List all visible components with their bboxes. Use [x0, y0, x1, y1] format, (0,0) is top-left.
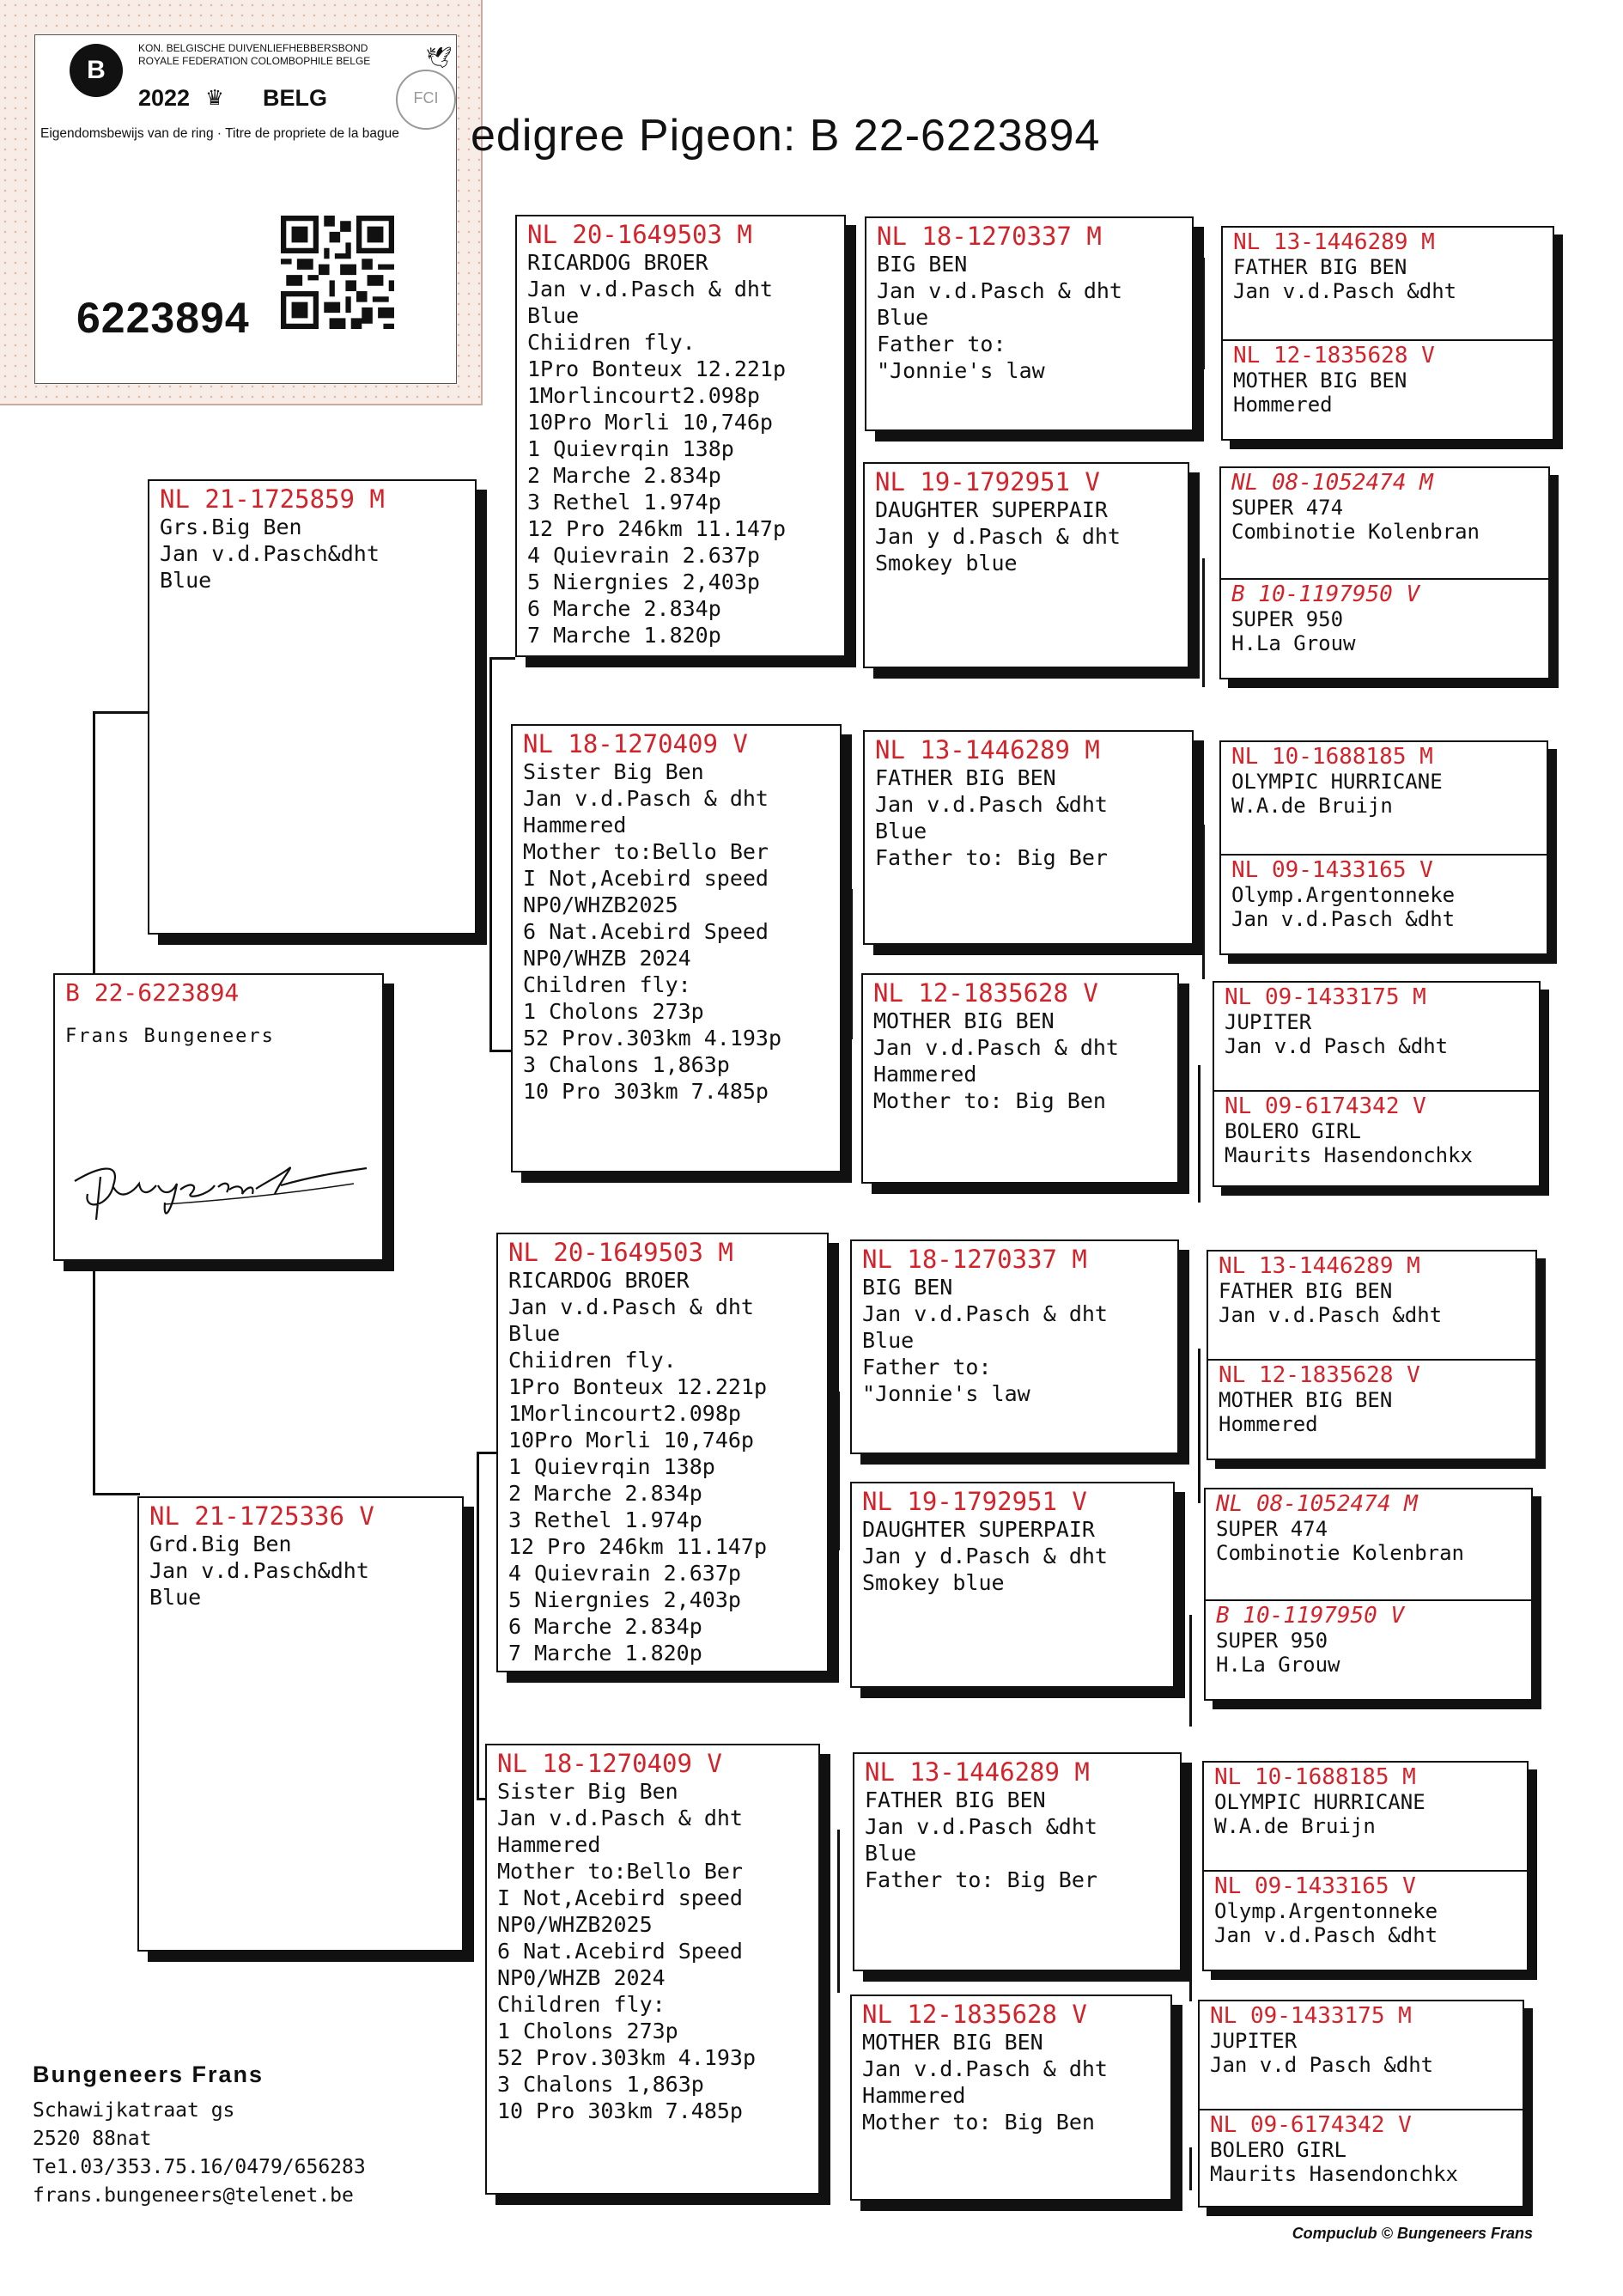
pedigree-line: JUPITER [1225, 1010, 1312, 1034]
ring-number: NL 12-1835628 V [1219, 1362, 1420, 1388]
pedigree-line: BIG BEN [862, 1275, 953, 1300]
connector-line [1198, 1349, 1201, 1503]
great-grandparents-card [1207, 1250, 1537, 1460]
pedigree-line: Jan y d.Pasch & dht [862, 1544, 1108, 1568]
great-grandparents-card [1221, 226, 1554, 441]
subject-ring: B 22-6223894 [65, 978, 240, 1007]
connector-line [850, 369, 853, 550]
address-street: Schawijkatraat gs [33, 2099, 235, 2122]
great-grandparents-card [1198, 2000, 1524, 2208]
pedigree-line: Hammered [523, 813, 627, 837]
daughter-superpair-card [863, 462, 1189, 668]
jupiter-entry [1214, 983, 1539, 1058]
pedigree-line: Father to: Big Ber [875, 845, 1108, 870]
pedigree-line: 10Pro Morli 10,746p [508, 1428, 754, 1453]
super-950-entry [1221, 578, 1548, 655]
super-474-entry [1206, 1489, 1531, 1565]
pedigree-line: Combinotie Kolenbran [1216, 1541, 1464, 1565]
connector-line [477, 1452, 479, 1800]
ring-number: NL 09-1433165 V [1231, 857, 1433, 883]
pedigree-line: FATHER BIG BEN [865, 1787, 1046, 1812]
ring-number: NL 13-1446289 M [1233, 229, 1435, 255]
pedigree-line: 1 Quievrqin 138p [527, 436, 734, 461]
super-950-entry [1206, 1599, 1531, 1677]
subject-pigeon-card [53, 973, 384, 1261]
pedigree-line: 6 Marche 2.834p [508, 1614, 702, 1639]
connector-line [93, 711, 95, 973]
ring-number: NL 12-1835628 V [1233, 343, 1435, 368]
pedigree-line: I Not,Acebird speed [523, 866, 769, 891]
pedigree-line: Children fly: [497, 1992, 666, 2017]
pedigree-line: DAUGHTER SUPERPAIR [875, 497, 1108, 522]
pedigree-line: Jan v.d.Pasch &dht [1233, 279, 1457, 303]
pedigree-line: 2 Marche 2.834p [508, 1481, 702, 1506]
ring-number: NL 18-1270409 V [497, 1749, 722, 1778]
sire-card [148, 479, 477, 935]
footer-credit: Compuclub © Bungeneers Frans [1292, 2225, 1533, 2242]
big-ben-lines [852, 1241, 1177, 1407]
pedigree-line: 6 Marche 2.834p [527, 596, 721, 621]
pedigree-line: BOLERO GIRL [1210, 2138, 1346, 2162]
ring-number: NL 10-1688185 M [1214, 1764, 1416, 1790]
ring-certificate [0, 0, 483, 405]
dam-card [137, 1496, 464, 1952]
pedigree-line: SUPER 474 [1231, 496, 1344, 520]
certificate-card [34, 34, 457, 384]
connector-line [1202, 558, 1205, 687]
ricardog-lines [498, 1234, 827, 1666]
certificate-year: 2022 [138, 85, 191, 111]
dam-color: Blue [149, 1585, 202, 1610]
ownership-label: Eigendomsbewijs van de ring · Titre de propriete de la bague [40, 126, 399, 141]
pedigree-line: Sister Big Ben [497, 1779, 678, 1804]
pedigree-line: Jan v.d.Pasch & dht [523, 786, 769, 811]
pedigree-line: Hammered [873, 1062, 977, 1087]
pedigree-line: 1 Quievrqin 138p [508, 1454, 715, 1479]
great-grandparents-card [1219, 466, 1550, 679]
pedigree-line: 3 Chalons 1,863p [523, 1052, 730, 1077]
pedigree-line: NP0/WHZB2025 [523, 892, 678, 917]
pedigree-line: MOTHER BIG BEN [1219, 1388, 1393, 1412]
pedigree-line: 7 Marche 1.820p [508, 1641, 702, 1666]
super-474-entry [1221, 468, 1548, 544]
olympic-hurricane-entry [1204, 1763, 1527, 1838]
dam-breeder: Jan v.d.Pasch&dht [149, 1558, 369, 1583]
father-big-ben-card [853, 1752, 1182, 1971]
daughter-superpair-card [850, 1482, 1175, 1688]
connector-line [837, 1392, 840, 1550]
pedigree-line: W.A.de Bruijn [1231, 794, 1393, 818]
pedigree-line: OLYMPIC HURRICANE [1231, 770, 1443, 794]
pedigree-line: MOTHER BIG BEN [873, 1008, 1055, 1033]
owner-signature [62, 1142, 371, 1228]
pedigree-line: 3 Rethel 1.974p [508, 1507, 702, 1532]
pedigree-line: Jan y d.Pasch & dht [875, 524, 1121, 549]
pedigree-line: 6 Nat.Acebird Speed [497, 1939, 743, 1964]
mother-big-ben-card [861, 973, 1179, 1184]
pedigree-line: 4 Quievrain 2.637p [527, 543, 760, 568]
owner-name: Bungeneers Frans [33, 2062, 264, 2087]
great-grandparents-card [1202, 1761, 1529, 1971]
ring-number: NL 13-1446289 M [1219, 1253, 1420, 1279]
pedigree-line: BIG BEN [877, 252, 968, 277]
pedigree-line: Father to: [862, 1355, 992, 1379]
pedigree-line: Hammered [497, 1832, 601, 1857]
crown-icon: ♛ [207, 82, 223, 112]
pedigree-line: Father to: [877, 332, 1006, 356]
pedigree-line: Blue [865, 1841, 917, 1866]
address-email: frans.bungeneers@telenet.be [33, 2184, 354, 2207]
big-ben-card [865, 216, 1194, 431]
qr-code [281, 216, 394, 329]
ring-number: NL 08-1052474 M [1231, 470, 1433, 496]
pedigree-line: 6 Nat.Acebird Speed [523, 919, 769, 944]
ring-number: NL 09-1433175 M [1210, 2003, 1412, 2029]
great-grandparents-card [1219, 740, 1548, 955]
pedigree-line: Maurits Hasendonchkx [1225, 1143, 1473, 1167]
owner-address [33, 2062, 366, 2210]
sister-lines [487, 1745, 818, 2124]
pedigree-line: Jan v.d.Pasch &dht [1231, 907, 1456, 931]
pedigree-line: Jan v.d Pasch &dht [1210, 2053, 1434, 2077]
pedigree-line: Jan v.d.Pasch &dht [865, 1814, 1097, 1839]
connector-line [489, 1050, 511, 1052]
sister-big-ben-card [485, 1744, 820, 2195]
federation-name: KON. BELGISCHE DUIVENLIEFHEBBERSBOND ROYALE FEDERATION COLOMBOPHILE BELGE [138, 42, 371, 67]
ring-number: NL 18-1270337 M [862, 1245, 1087, 1274]
father-lines [854, 1754, 1180, 1893]
bolero-girl-entry [1214, 1090, 1539, 1167]
address-postcode: 2520 88nat [33, 2128, 152, 2150]
daughter-lines [865, 464, 1188, 576]
connector-line [1189, 2147, 1192, 2190]
pedigree-line: Jan v.d.Pasch & dht [862, 1301, 1108, 1326]
pedigree-line: 3 Rethel 1.974p [527, 490, 721, 515]
sire-ring: NL 21-1725859 M [160, 484, 385, 514]
pedigree-line: 1Pro Bonteux 12.221p [527, 356, 787, 381]
mother-lines [863, 975, 1177, 1114]
pedigree-line: Jan v.d.Pasch & dht [497, 1806, 743, 1830]
connector-line [477, 1452, 498, 1454]
pedigree-line: Jan v.d.Pasch & dht [873, 1035, 1119, 1060]
father-lines [865, 732, 1192, 871]
pedigree-line: I Not,Acebird speed [497, 1885, 743, 1910]
pedigree-line: BOLERO GIRL [1225, 1119, 1361, 1143]
pedigree-line: SUPER 474 [1216, 1517, 1328, 1541]
pedigree-line: OLYMPIC HURRICANE [1214, 1790, 1425, 1814]
pedigree-line: 3 Chalons 1,863p [497, 2072, 704, 2097]
ring-number: NL 18-1270337 M [877, 222, 1102, 251]
sister-big-ben-card [511, 724, 842, 1172]
pedigree-line: Jan v.d.Pasch & dht [527, 277, 773, 301]
ricardog-broer-card [496, 1233, 829, 1672]
pedigree-line: 5 Niergnies 2,403p [508, 1587, 741, 1612]
pedigree-line: 1Pro Bonteux 12.221p [508, 1374, 768, 1399]
pedigree-line: Blue [527, 303, 580, 328]
sire-breeder: Jan v.d.Pasch&dht [160, 541, 380, 566]
ring-number: NL 19-1792951 V [862, 1487, 1087, 1516]
ring-number: NL 09-6174342 V [1225, 1093, 1426, 1119]
connector-line [489, 657, 515, 660]
connector-line [1189, 1615, 1192, 1727]
certificate-ring-number: 6223894 [76, 294, 250, 342]
pedigree-line: Hammered [862, 2083, 966, 2108]
pedigree-line: FATHER BIG BEN [875, 765, 1056, 790]
pedigree-line: 52 Prov.303km 4.193p [497, 2045, 757, 2070]
pedigree-line: Smokey blue [875, 551, 1018, 576]
pedigree-line: Hommered [1233, 393, 1333, 417]
ring-number: NL 09-6174342 V [1210, 2112, 1412, 2138]
pedigree-line: H.La Grouw [1231, 631, 1356, 655]
pedigree-line: 1 Cholons 273p [523, 999, 704, 1024]
pedigree-line: Hommered [1219, 1412, 1318, 1436]
ring-number: NL 12-1835628 V [862, 2000, 1087, 2029]
pedigree-line: 1Morlincourt2.098p [527, 383, 760, 408]
pedigree-line: Mother to:Bello Ber [523, 839, 769, 864]
connector-line [1202, 825, 1205, 979]
pedigree-line: RICARDOG BROER [508, 1268, 690, 1293]
pedigree-line: DAUGHTER SUPERPAIR [862, 1517, 1095, 1542]
pedigree-line: "Jonnie's law [862, 1381, 1030, 1406]
ring-number: NL 09-1433165 V [1214, 1873, 1416, 1899]
pedigree-line: H.La Grouw [1216, 1653, 1340, 1677]
pedigree-line: Sister Big Ben [523, 759, 704, 784]
pedigree-line: MOTHER BIG BEN [1233, 368, 1407, 393]
bolero-girl-entry [1200, 2109, 1523, 2186]
mother-big-ben-entry [1223, 339, 1553, 417]
pedigree-line: Combinotie Kolenbran [1231, 520, 1480, 544]
sister-lines [513, 726, 840, 1105]
pedigree-line: Chiidren fly. [508, 1348, 677, 1373]
big-ben-card [850, 1239, 1179, 1454]
pedigree-line: Jan v.d.Pasch &dht [1219, 1303, 1443, 1327]
ring-number: NL 20-1649503 M [527, 220, 752, 249]
pedigree-line: Father to: Big Ber [865, 1867, 1097, 1892]
dam-name: Grd.Big Ben [149, 1532, 292, 1556]
mother-big-ben-card [850, 1995, 1172, 2201]
pedigree-line: JUPITER [1210, 2029, 1298, 2053]
pedigree-line: 52 Prov.303km 4.193p [523, 1026, 782, 1051]
pedigree-line: SUPER 950 [1216, 1629, 1328, 1653]
father-big-ben-entry [1223, 228, 1553, 303]
ring-number: NL 20-1649503 M [508, 1238, 733, 1267]
certificate-country: BELG [263, 85, 328, 111]
connector-line [1198, 1065, 1201, 1203]
pedigree-line: 2 Marche 2.834p [527, 463, 721, 488]
sire-name: Grs.Big Ben [160, 515, 302, 539]
page-title: edigree Pigeon: B 22-6223894 [471, 111, 1101, 161]
pedigree-line: Smokey blue [862, 1570, 1005, 1595]
ring-number: B 10-1197950 V [1216, 1603, 1405, 1629]
ring-number: NL 08-1052474 M [1216, 1491, 1418, 1517]
pedigree-line: SUPER 950 [1231, 607, 1344, 631]
great-grandparents-card [1204, 1488, 1533, 1701]
pedigree-line: 10 Pro 303km 7.485p [497, 2098, 743, 2123]
connector-line [93, 1263, 95, 1495]
pedigree-line: Olymp.Argentonneke [1214, 1899, 1438, 1923]
ricardog-lines [517, 216, 844, 649]
pedigree-line: FATHER BIG BEN [1233, 255, 1407, 279]
father-big-ben-card [863, 730, 1194, 945]
pedigree-line: Blue [508, 1321, 561, 1346]
connector-line [93, 711, 149, 714]
pedigree-line: Jan v.d Pasch &dht [1225, 1034, 1449, 1058]
sire-color: Blue [160, 568, 212, 593]
subject-owner: Frans Bungeneers [65, 1026, 275, 1047]
pedigree-line: Children fly: [523, 972, 691, 997]
ring-number: NL 19-1792951 V [875, 467, 1100, 496]
ring-number: NL 18-1270409 V [523, 729, 748, 758]
pedigree-line: W.A.de Bruijn [1214, 1814, 1376, 1838]
olymp-argentonneke-entry [1204, 1870, 1527, 1947]
pedigree-line: 5 Niergnies 2,403p [527, 569, 760, 594]
ring-number: NL 13-1446289 M [865, 1757, 1090, 1787]
pedigree-line: 1Morlincourt2.098p [508, 1401, 741, 1426]
ring-number: NL 13-1446289 M [875, 735, 1100, 764]
pigeon-icon: 🕊 [426, 46, 453, 70]
connector-line [837, 1830, 840, 1993]
pedigree-line: 4 Quievrain 2.637p [508, 1561, 741, 1586]
address-phone: Te1.03/353.75.16/0479/656283 [33, 2156, 366, 2178]
connector-line [1202, 258, 1205, 369]
pedigree-line: Mother to:Bello Ber [497, 1859, 743, 1884]
connector-line [93, 1493, 140, 1495]
father-big-ben-entry [1208, 1252, 1535, 1327]
pedigree-line: FATHER BIG BEN [1219, 1279, 1393, 1303]
mother-lines [852, 1996, 1170, 2135]
federation-logo: B [70, 44, 123, 97]
great-grandparents-card [1213, 981, 1541, 1187]
jupiter-entry [1200, 2001, 1523, 2077]
pedigree-line: Mother to: Big Ben [873, 1088, 1106, 1113]
ring-number: NL 12-1835628 V [873, 978, 1098, 1008]
dam-ring: NL 21-1725336 V [149, 1501, 374, 1531]
olympic-hurricane-entry [1221, 742, 1547, 818]
pedigree-line: Chiidren fly. [527, 330, 696, 355]
pedigree-line: Blue [875, 819, 927, 843]
pedigree-line: "Jonnie's law [877, 358, 1045, 383]
pedigree-line: Maurits Hasendonchkx [1210, 2162, 1458, 2186]
connector-line [1189, 1873, 1192, 2001]
pedigree-line: 1 Cholons 273p [497, 2019, 678, 2043]
big-ben-lines [866, 218, 1192, 384]
ring-number: NL 09-1433175 M [1225, 984, 1426, 1010]
pedigree-line: Jan v.d.Pasch &dht [1214, 1923, 1438, 1947]
pedigree-line: Jan v.d.Pasch &dht [875, 792, 1108, 817]
pedigree-line: Jan v.d.Pasch & dht [862, 2056, 1108, 2081]
pedigree-line: NP0/WHZB2025 [497, 1912, 653, 1937]
pedigree-line: Blue [877, 305, 929, 330]
pedigree-line: Olymp.Argentonneke [1231, 883, 1456, 907]
ricardog-broer-card [515, 215, 846, 657]
pedigree-line: Jan v.d.Pasch & dht [877, 278, 1122, 303]
ring-number: B 10-1197950 V [1231, 582, 1420, 607]
pedigree-line: Mother to: Big Ben [862, 2110, 1095, 2135]
pedigree-line: RICARDOG BROER [527, 250, 708, 275]
daughter-lines [852, 1483, 1173, 1596]
ring-number: NL 10-1688185 M [1231, 744, 1433, 770]
connector-line [850, 889, 853, 1039]
pedigree-line: NP0/WHZB 2024 [497, 1965, 666, 1990]
pedigree-line: 7 Marche 1.820p [527, 623, 721, 648]
mother-big-ben-entry [1208, 1359, 1535, 1436]
pedigree-line: Jan v.d.Pasch & dht [508, 1294, 754, 1319]
connector-line [489, 657, 492, 1052]
pedigree-line: MOTHER BIG BEN [862, 2030, 1043, 2055]
pedigree-line: NP0/WHZB 2024 [523, 946, 691, 971]
pedigree-line: 12 Pro 246km 11.147p [508, 1534, 768, 1559]
fci-globe-icon: FCI [396, 70, 456, 130]
pedigree-line: 10Pro Morli 10,746p [527, 410, 773, 435]
pedigree-line: 10 Pro 303km 7.485p [523, 1079, 769, 1104]
pedigree-line: Blue [862, 1328, 915, 1353]
olymp-argentonneke-entry [1221, 854, 1547, 931]
pedigree-line: 12 Pro 246km 11.147p [527, 516, 787, 541]
